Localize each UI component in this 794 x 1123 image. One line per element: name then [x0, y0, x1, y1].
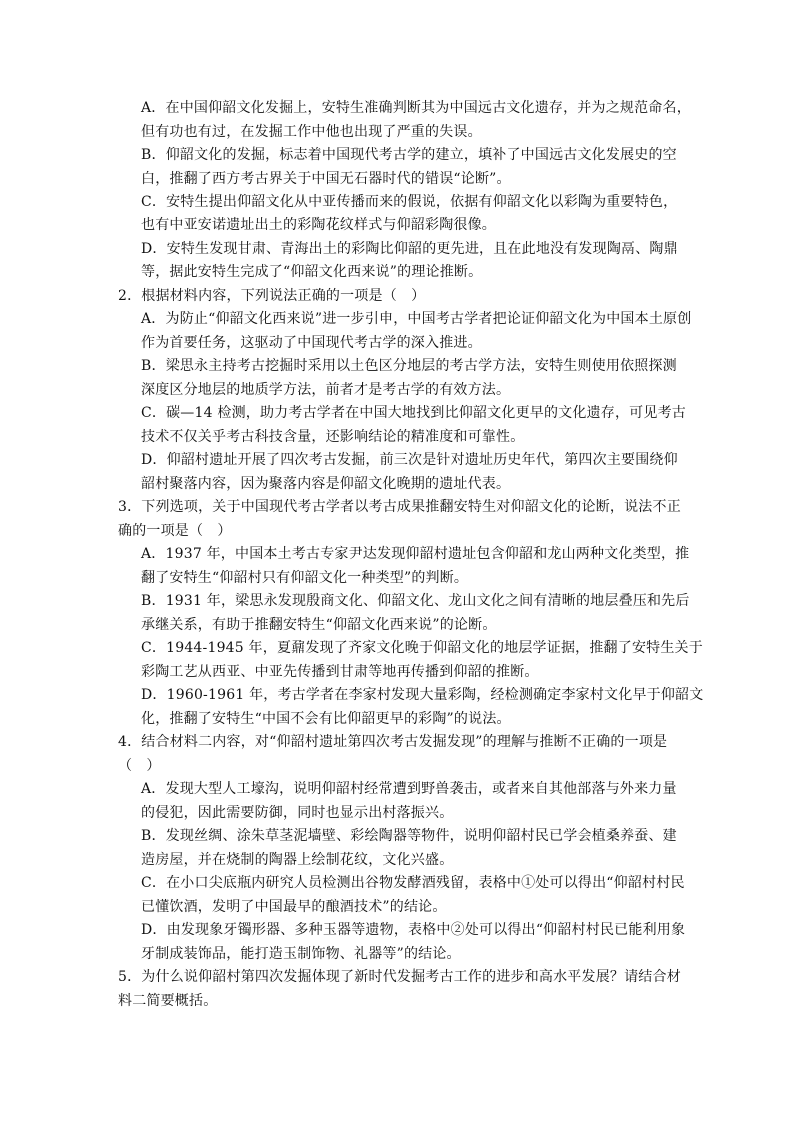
q4-option-d-line1: D．由发现象牙镯形器、多种玉器等遗物，表格中②处可以得出“仰韶村村民已能利用象 [141, 922, 686, 938]
q4-option-a-line1: A．发现大型人工壕沟，说明仰韶村经常遭到野兽袭击，或者来自其他部落与外来力量 [141, 781, 677, 797]
q3-option-c-line1: C．1944-1945 年，夏鼐发现了齐家文化晚于仰韶文化的地层学证据，推翻了安特生关于 [141, 640, 703, 656]
q1-option-d-line1: D．安特生发现甘肃、青海出土的彩陶比仰韶的更先进，且在此地没有发现陶鬲、陶鼎 [141, 241, 678, 257]
q4-stem-line2: （ ） [118, 758, 161, 774]
q2-option-c-line1: C．碳—14 检测，助力考古学者在中国大地找到比仰韶文化更早的文化遗存，可见考古 [141, 405, 686, 421]
q2-option-a-line1: A．为防止“仰韶文化西来说”进一步引申，中国考古学者把论证仰韶文化为中国本土原创 [141, 311, 692, 327]
q5-stem-line2: 料二简要概括。 [118, 993, 218, 1009]
q1-option-c-line2: 也有中亚安诺遗址出土的彩陶花纹样式与仰韶彩陶很像。 [141, 217, 496, 233]
q3-stem-line2: 确的一项是（ ） [118, 523, 232, 539]
q2-option-d-line1: D．仰韶村遗址开展了四次考古发掘，前三次是针对遗址历史年代，第四次主要围绕仰 [141, 452, 678, 468]
q4-option-c-line2: 已懂饮酒，发明了中国最早的酿酒技术”的结论。 [141, 899, 447, 915]
q2-option-a-line2: 作为首要任务，这驱动了中国现代考古学的深入推进。 [141, 335, 482, 351]
q2-option-b-line1: B．梁思永主持考古挖掘时采用以土色区分地层的考古学方法，安特生则使用依照探测 [141, 358, 677, 374]
q1-option-a-line1: A．在中国仰韶文化发掘上，安特生准确判断其为中国远古文化遗存，并为之规范命名， [141, 100, 691, 116]
q3-option-d-line2: 化，推翻了安特生“中国不会有比仰韶更早的彩陶”的说法。 [141, 711, 511, 727]
q1-option-d-line2: 等，据此安特生完成了“仰韶文化西来说”的理论推断。 [141, 264, 483, 280]
q3-option-a-line1: A．1937 年，中国本土考古专家尹达发现仰韶村遗址包含仰韶和龙山两种文化类型，推 [141, 546, 690, 562]
q5-stem-line1: 5．为什么说仰韶村第四次发掘体现了新时代发掘考古工作的进步和高水平发展？请结合材 [118, 969, 681, 985]
q2-option-b-line2: 深度区分地层的地质学方法，前者才是考古学的有效方法。 [141, 382, 511, 398]
q1-option-c-line1: C．安特生提出仰韶文化从中亚传播而来的假说，依据有仰韶文化以彩陶为重要特色， [141, 194, 678, 210]
q3-stem-line1: 3．下列选项，关于中国现代考古学者以考古成果推翻安特生对仰韶文化的论断，说法不正 [118, 499, 681, 515]
q2-stem: 2．根据材料内容，下列说法正确的一项是（ ） [118, 288, 426, 304]
q4-option-c-line1: C．在小口尖底瓶内研究人员检测出谷物发酵酒残留，表格中①处可以得出“仰韶村村民 [141, 875, 685, 891]
q3-option-d-line1: D．1960-1961 年，考古学者在李家村发现大量彩陶，经检测确定李家村文化早于仰韶文 [141, 687, 704, 703]
q2-option-d-line2: 韶村聚落内容，因为聚落内容是仰韶文化晚期的遗址代表。 [141, 476, 511, 492]
q3-option-b-line1: B．1931 年，梁思永发现殷商文化、仰韶文化、龙山文化之间有清晰的地层叠压和先后 [141, 593, 690, 609]
q2-option-c-line2: 技术不仅关乎考古科技含量，还影响结论的精准度和可靠性。 [141, 429, 525, 445]
q1-option-a-line2: 但有功也有过，在发掘工作中他也出现了严重的失误。 [141, 124, 482, 140]
q4-option-d-line2: 牙制成装饰品，能打造玉制饰物、礼器等”的结论。 [141, 946, 461, 962]
q4-option-a-line2: 的侵犯，因此需要防御，同时也显示出村落振兴。 [141, 805, 454, 821]
q4-option-b-line1: B．发现丝绸、涂朱草茎泥墙壁、彩绘陶器等物件，说明仰韶村民已学会植桑养蚕、建 [141, 828, 677, 844]
q3-option-a-line2: 翻了安特生“仰韶村只有仰韶文化一种类型”的判断。 [141, 570, 469, 586]
q4-option-b-line2: 造房屋，并在烧制的陶器上绘制花纹，文化兴盛。 [141, 852, 454, 868]
q4-stem-line1: 4．结合材料二内容，对“仰韶村遗址第四次考古发掘发现”的理解与推断不正确的一项是 [118, 734, 668, 750]
q1-option-b-line1: B．仰韶文化的发掘，标志着中国现代考古学的建立，填补了中国远古文化发展史的空 [141, 147, 677, 163]
q3-option-c-line2: 彩陶工艺从西亚、中亚先传播到甘肃等地再传播到仰韶的推断。 [141, 664, 539, 680]
q1-option-b-line2: 白，推翻了西方考古界关于中国无石器时代的错误“论断”。 [141, 171, 511, 187]
q3-option-b-line2: 承继关系，有助于推翻安特生“仰韶文化西来说”的论断。 [141, 617, 497, 633]
